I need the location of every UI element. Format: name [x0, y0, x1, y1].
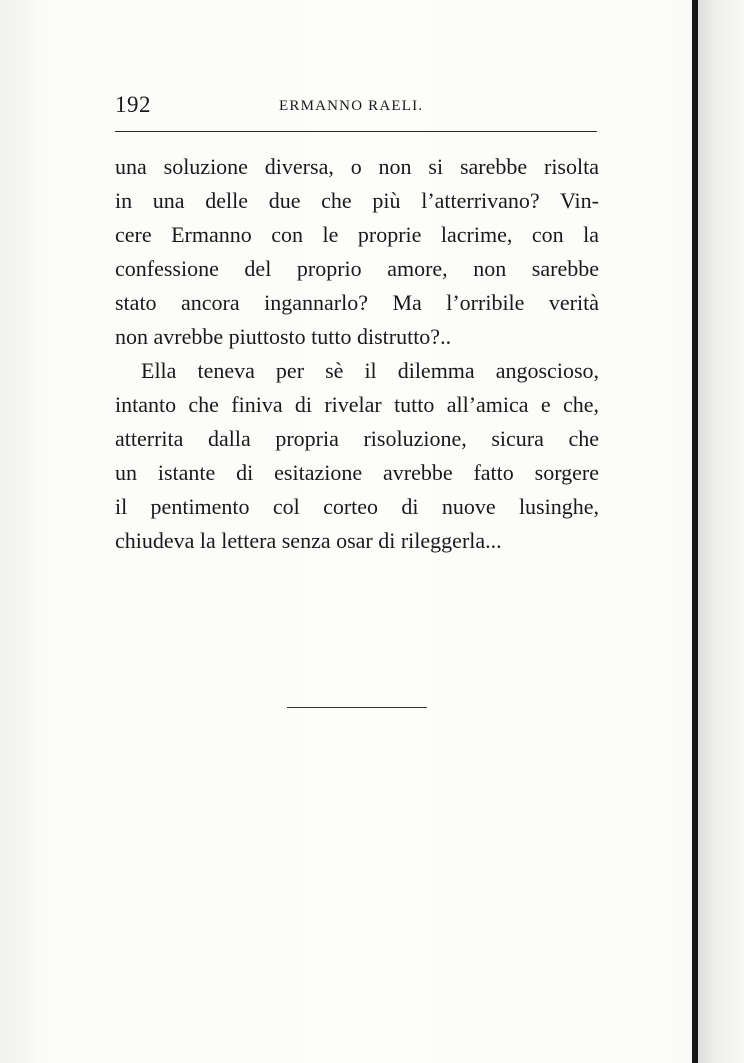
header-rule	[115, 131, 597, 132]
text-line: atterrita dalla propria risoluzione, sicura che	[115, 426, 599, 451]
text-line: cere Ermanno con le proprie lacrime, con la	[115, 222, 599, 247]
body-text	[115, 150, 599, 558]
running-title: ERMANNO RAELI.	[279, 98, 424, 114]
paragraph-2	[115, 354, 599, 558]
chapter-end-rule	[287, 707, 427, 708]
text-line: Ella teneva per sè il dilemma angoscioso,	[141, 358, 599, 383]
text-line: intanto che finiva di rivelar tutto all’amica e che,	[115, 392, 599, 417]
text-line: chiudeva la lettera senza osar di rileggerla...	[115, 528, 502, 553]
text-line: confessione del proprio amore, non sarebbe	[115, 256, 599, 281]
page-header	[115, 92, 597, 122]
text-line: il pentimento col corteo di nuove lusinghe,	[115, 494, 599, 519]
text-line: stato ancora ingannarlo? Ma l’orribile verità	[115, 290, 599, 315]
text-line: una soluzione diversa, o non si sarebbe risolta	[115, 154, 599, 179]
paragraph-1	[115, 150, 599, 354]
page-binding-shadow	[698, 0, 744, 1063]
text-line: non avrebbe piuttosto tutto distrutto?..	[115, 324, 452, 349]
page-number: 192	[115, 92, 151, 117]
text-line: un istante di esitazione avrebbe fatto sorgere	[115, 460, 599, 485]
text-line: in una delle due che più l’atterrivano? Vin-	[115, 188, 599, 213]
